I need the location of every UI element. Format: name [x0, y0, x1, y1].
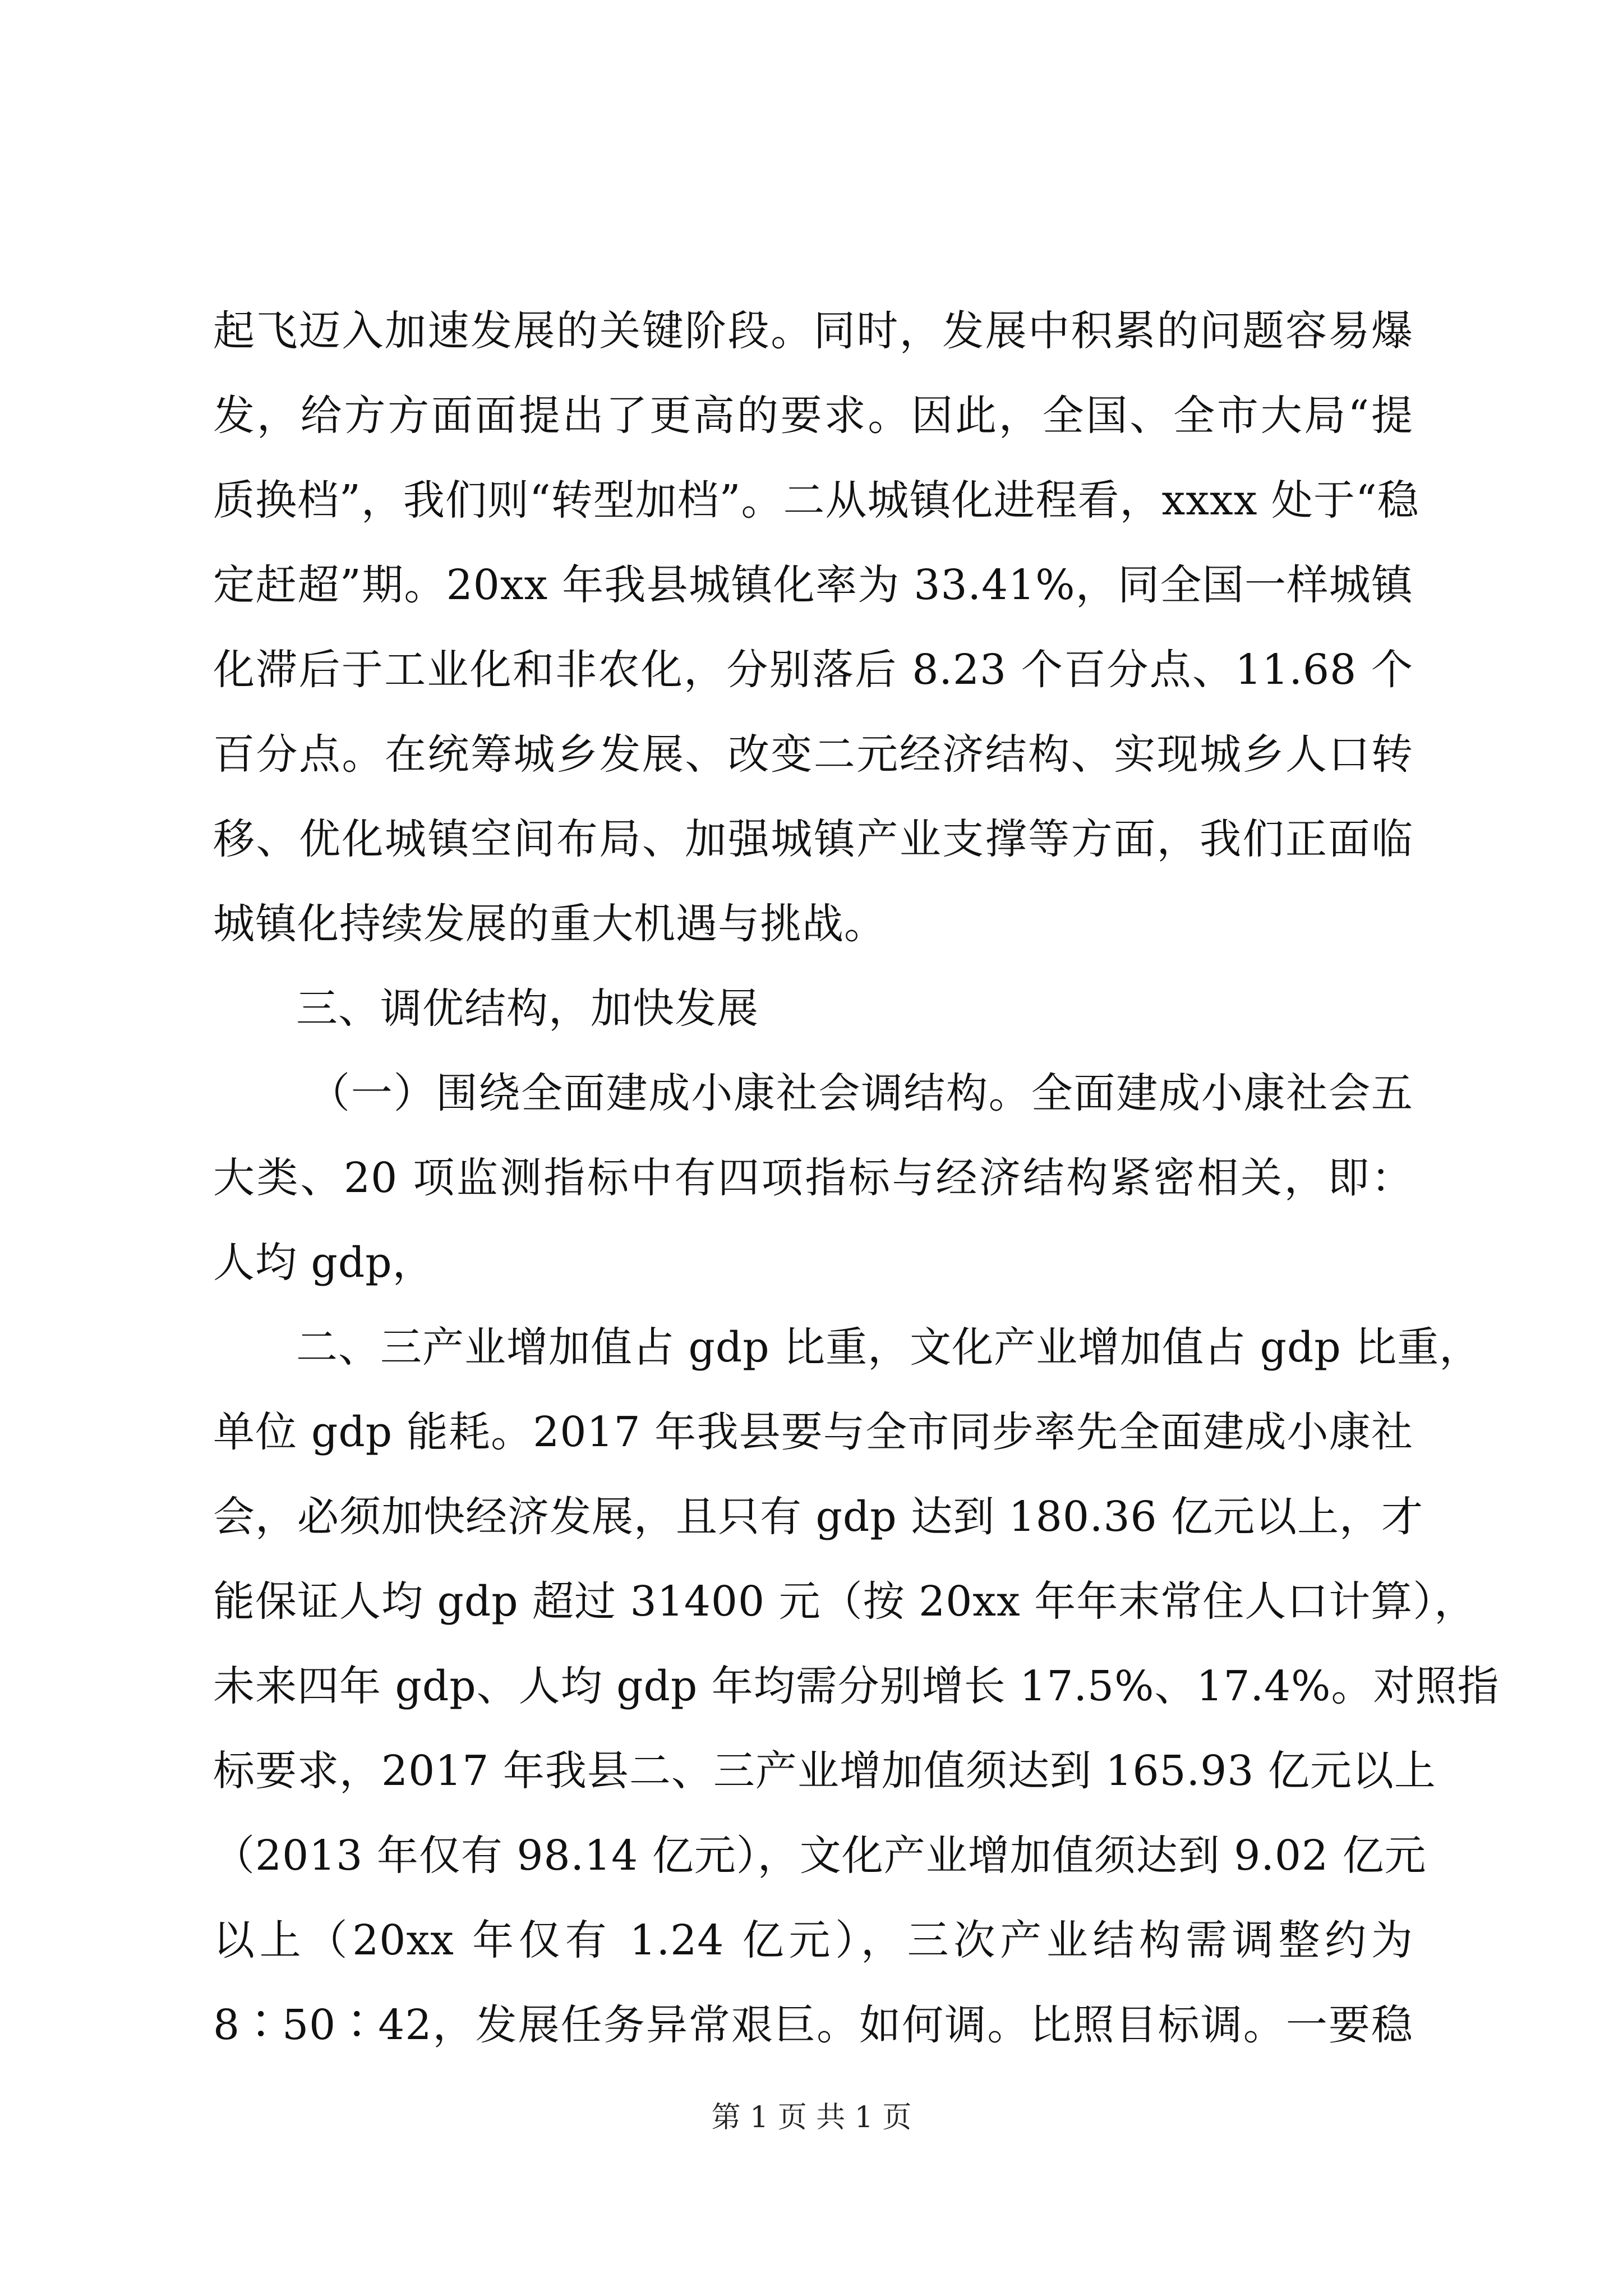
text-line: 8∶50∶42，发展任务异常艰巨。如何调。比照目标调。一要稳 — [213, 2001, 1413, 2049]
text-line: 百分点。在统筹城乡发展、改变二元经济结构、实现城乡人口转 — [213, 730, 1413, 779]
text-line: 人均 gdp， — [213, 1239, 435, 1287]
text-line: 定赶超”期。20xx 年我县城镇化率为 33.41%，同全国一样城镇 — [213, 561, 1413, 609]
text-line: 能保证人均 gdp 超过 31400 元（按 20xx 年年末常住人口计算）， — [213, 1577, 1477, 1626]
section-heading: 三、调优结构，加快发展 — [296, 984, 759, 1033]
text-line: （2013 年仅有 98.14 亿元），文化产业增加值须达到 9.02 亿元 — [213, 1832, 1427, 1880]
text-line: 质换档”，我们则“转型加档”。二从城镇化进程看，xxxx 处于“稳 — [213, 476, 1419, 524]
text-line: 大类、20 项监测指标中有四项指标与经济结构紧密相关，即： — [213, 1154, 1413, 1202]
text-line: 城镇化持续发展的重大机遇与挑战。 — [213, 900, 886, 948]
text-line: 未来四年 gdp、人均 gdp 年均需分别增长 17.5%、17.4%。对照指 — [213, 1662, 1500, 1710]
text-line: 标要求，2017 年我县二、三产业增加值须达到 165.93 亿元以上 — [213, 1747, 1436, 1795]
page-footer — [0, 2098, 1623, 2137]
page-number-label: 第 1 页 共 1 页 — [711, 2101, 912, 2134]
text-line: 发，给方方面面提出了更高的要求。因此，全国、全市大局“提 — [213, 392, 1413, 440]
text-line: 以上（20xx 年仅有 1.24 亿元），三次产业结构需调整约为 — [213, 1916, 1413, 1964]
text-line: 单位 gdp 能耗。2017 年我县要与全市同步率先全面建成小康社 — [213, 1408, 1413, 1456]
text-line: 会，必须加快经济发展，且只有 gdp 达到 180.36 亿元以上，才 — [213, 1493, 1424, 1541]
text-line: 移、优化城镇空间布局、加强城镇产业支撑等方面，我们正面临 — [213, 815, 1413, 863]
text-line: （一）围绕全面建成小康社会调结构。全面建成小康社会五 — [308, 1069, 1413, 1117]
text-line: 化滞后于工业化和非农化，分别落后 8.23 个百分点、11.68 个 — [213, 646, 1413, 694]
text-line: 起飞迈入加速发展的关键阶段。同时，发展中积累的问题容易爆 — [213, 307, 1413, 355]
text-line: 二、三产业增加值占 gdp 比重，文化产业增加值占 gdp 比重， — [296, 1323, 1482, 1372]
document-body — [213, 289, 1500, 2068]
